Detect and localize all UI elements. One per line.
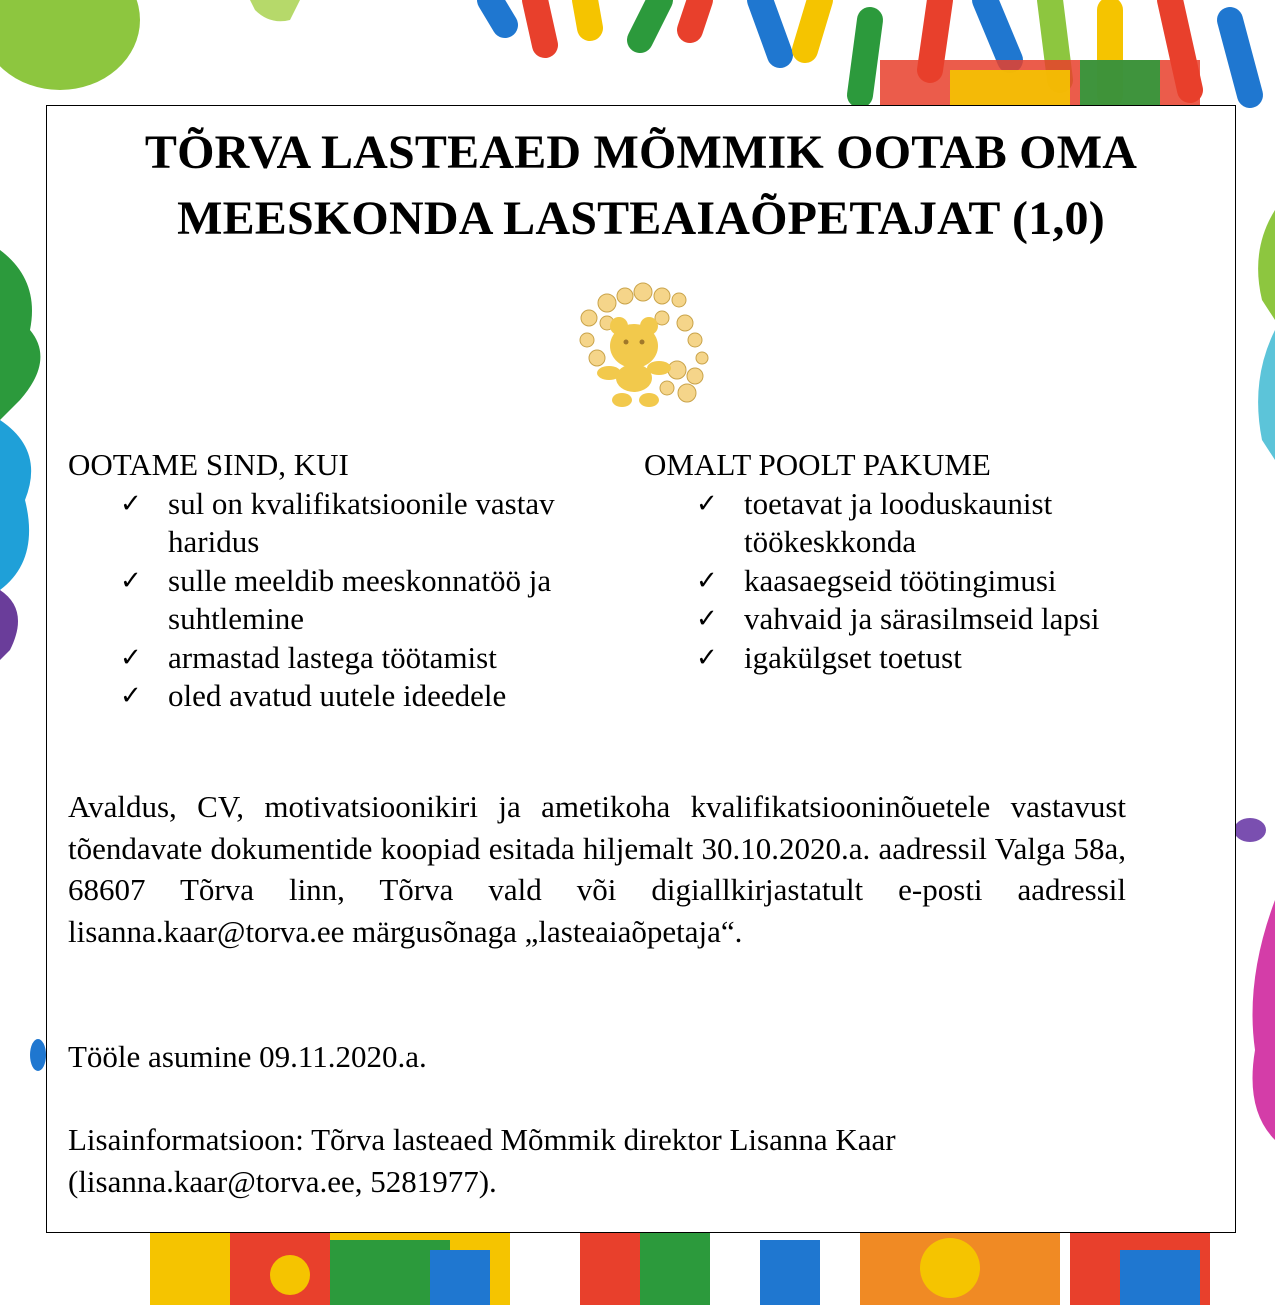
list-item-text: toetavat ja looduskaunist töökeskkonda bbox=[744, 485, 1053, 559]
list-item-text: oled avatud uutele ideedele bbox=[168, 678, 507, 713]
list-item-text: kaasaegseid töötingimusi bbox=[744, 562, 1057, 598]
teddy-bear-puzzle-logo-icon bbox=[567, 278, 717, 413]
checkmark-icon: ✓ bbox=[120, 488, 142, 519]
offer-column bbox=[644, 446, 1204, 677]
list-item bbox=[644, 485, 1204, 562]
checkmark-icon: ✓ bbox=[696, 565, 718, 596]
start-date-paragraph: Tööle asumine 09.11.2020.a. bbox=[68, 1039, 427, 1074]
checkmark-icon: ✓ bbox=[696, 604, 718, 634]
job-ad-card bbox=[46, 105, 1236, 1233]
list-item bbox=[644, 600, 1204, 639]
checkmark-icon: ✓ bbox=[696, 488, 718, 519]
contact-info-paragraph: Lisainformatsioon: Tõrva lasteaed Mõmmik direktor Lisanna Kaar (lisanna.kaar@torva.ee, 5281977). bbox=[68, 1122, 896, 1199]
list-item-text: sulle meeldib meeskonnatöö ja suhtlemine bbox=[168, 562, 552, 636]
checkmark-icon: ✓ bbox=[120, 681, 142, 711]
list-item bbox=[644, 639, 1204, 678]
list-item bbox=[68, 677, 628, 716]
list-item-text: igakülgset toetust bbox=[744, 639, 962, 675]
checkmark-icon: ✓ bbox=[120, 642, 142, 673]
offer-list bbox=[644, 485, 1204, 678]
checkmark-icon: ✓ bbox=[696, 642, 718, 673]
list-item bbox=[68, 639, 628, 678]
requirements-column bbox=[68, 446, 628, 716]
ad-title-line-2: MEESKONDA LASTEAIAÕPETAJAT (1,0) bbox=[177, 192, 1105, 245]
list-item-text: armastad lastega töötamist bbox=[168, 639, 497, 675]
application-paragraph: Avaldus, CV, motivatsioonikiri ja ametikoha kvalifikatsiooninõuetele vastavust tõendavate dokumentide koopiad esitada hiljemalt 30.10.2020.a. aadressil Valga 58a, 68607 Tõrva linn, Tõrva vald või digiallkirjastatult e-posti aadressil lisanna.kaar@torva.ee märgusõnaga „lasteaiaõpetaja“. bbox=[68, 789, 1126, 949]
ad-title bbox=[47, 120, 1235, 252]
ad-title-line-1: TÕRVA LASTEAED MÕMMIK OOTAB OMA bbox=[144, 126, 1138, 179]
list-item bbox=[68, 562, 628, 639]
requirements-list bbox=[68, 485, 628, 716]
list-item bbox=[644, 562, 1204, 601]
requirements-heading: OOTAME SIND, KUI bbox=[68, 447, 349, 482]
checkmark-icon: ✓ bbox=[120, 565, 142, 596]
list-item bbox=[68, 485, 628, 562]
list-item-text: vahvaid ja särasilmseid lapsi bbox=[744, 601, 1100, 636]
offer-heading: OMALT POOLT PAKUME bbox=[644, 447, 991, 482]
list-item-text: sul on kvalifikatsioonile vastav haridus bbox=[168, 485, 555, 559]
